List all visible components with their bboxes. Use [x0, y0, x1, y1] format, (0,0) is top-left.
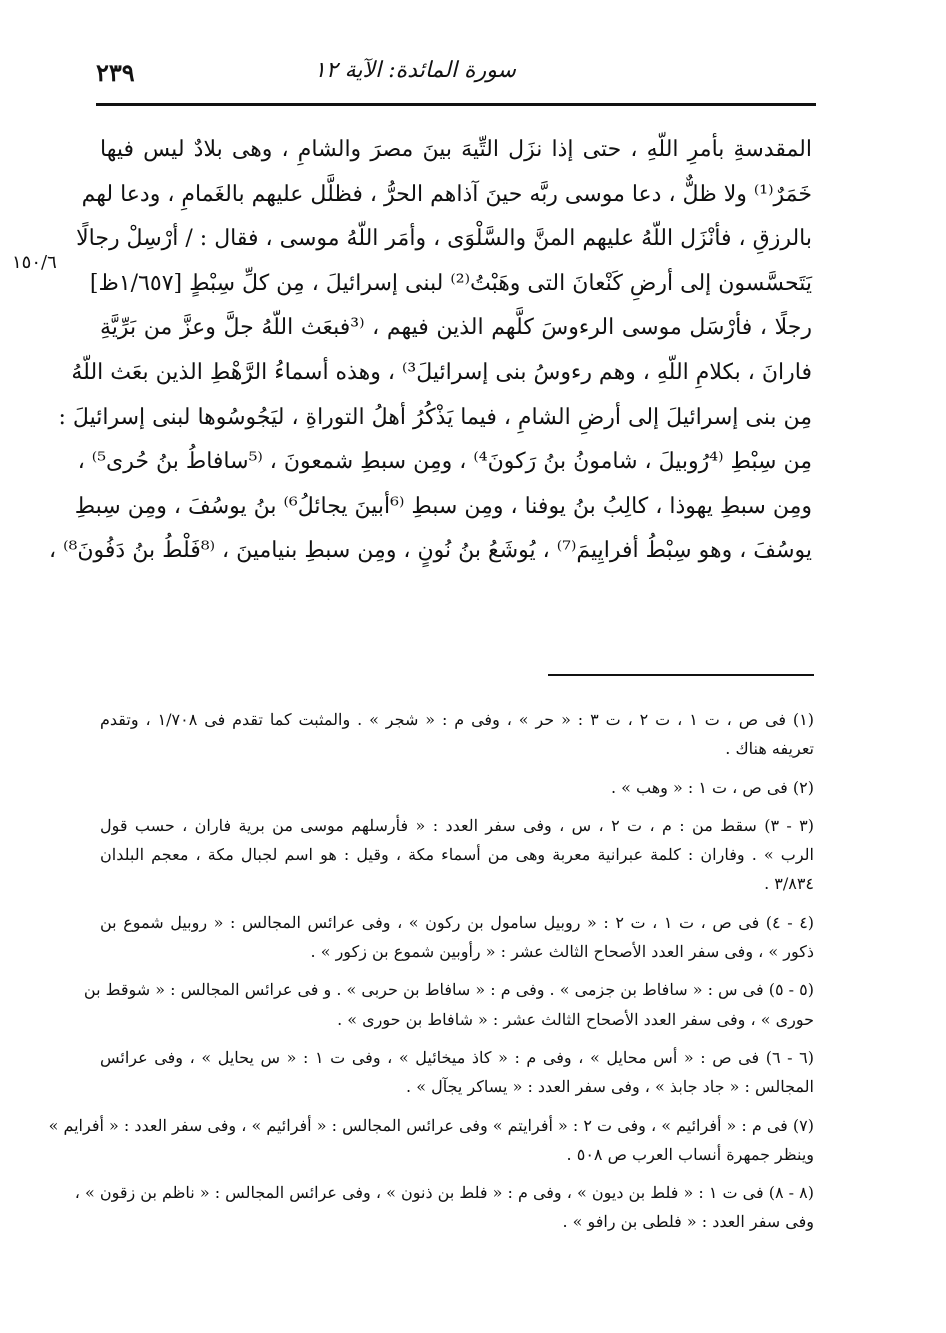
footnote — [48, 1111, 814, 1170]
footnote-line: ذكور » ، وفى سفر العدد الأصحاح الثالث عشر : « رأوبين شموع بن زكور » . — [310, 942, 814, 962]
page-header — [96, 52, 816, 100]
text-line: المقدسةِ بأمرِ اللّهِ ، حتى إذا نزَل التِّيهَ بينَ مصرَ والشامِ ، وهى بلادٌ ليس فيها — [100, 137, 812, 162]
footnote-line: (٤ - ٤) فى ص ، ت ١ ، ت ٢ : « روبيل سامول بن ركون » ، وفى عرائس المجالس : « روبيل شموع بن — [100, 912, 815, 932]
main-text — [49, 128, 812, 574]
text-line: يوسُفَ ، وهو سِبْطُ أفرايِيمَ⁽⁷⁾ ، يُوشَعُ بنُ نُونٍ ، ومِن سبطِ بنيامينَ ، ⁽⁸فَلْطُ بنُ دَفُونَ⁸⁾ ، — [49, 538, 812, 564]
footnote — [100, 773, 814, 802]
footnote-line: ٣/٨٣٤ . — [764, 874, 814, 894]
footnote-line: (٧) فى م : « أفرائيم » ، وفى ت ٢ : « أفرايتم » وفى عرائس المجالس : « أفرائيم » ، وفى سفر العدد : « أفرايم » — [48, 1115, 814, 1135]
footnote-line: الرب » . وفاران : كلمة عبرانية معربة وهى من أسماء مكة ، وقيل : هو اسم لجبال مكة ، معجم البلدان — [100, 845, 814, 865]
footnote — [100, 1043, 814, 1102]
footnote-line: وفى سفر العدد : « فلطى بن رافو » . — [562, 1212, 814, 1232]
footnote — [100, 811, 814, 899]
footnote-line: (٨ - ٨) فى ت ١ : « فلط بن ديون » ، وفى م : « فلط بن ذنون » ، وفى عرائس المجالس : « ناظم بن زقون » ، — [74, 1183, 814, 1203]
text-line: رجلًا ، فأرْسَل موسى الرءوسَ كلَّهم الذين فيهم ، ⁽³فبعَث اللّهُ جلَّ وعزَّ من بَرِّيَّةِ — [100, 315, 812, 341]
footnote-line: وينظر جمهرة أنساب العرب ص ٥٠٨ . — [566, 1144, 814, 1164]
text-line: فارانَ ، بكلامِ اللّهِ ، وهم رءوسُ بنى إسرائيلَ³⁾ ، وهذه أسماءُ الرَّهْطِ الذين بعَث اللّهُ — [71, 359, 812, 385]
margin-reference: ١٥٠/٦ — [12, 252, 57, 273]
text-line: ومِن سبطِ يهوذا ، كالِبُ بنُ يوفنا ، ومِن سبطِ ⁽⁶أبينَ يجائلُ⁶⁾ بنُ يوسُفَ ، ومِن سِبطِ — [74, 493, 812, 519]
header-rule — [96, 103, 816, 106]
footnote-line: تعريفه هناك . — [725, 739, 814, 759]
footnote-line: المجالس : « جاد جابذ » ، وفى سفر العدد : « يساكر يجآل » . — [406, 1077, 814, 1097]
footnote-line: (٦ - ٦) فى ص : « أس محايل » ، وفى م : « كاذ ميخائيل » ، وفى ت ١ : « س يحايل » ، وفى عرائس — [100, 1047, 815, 1067]
footnotes — [48, 705, 815, 1237]
footnote-line: (٢) فى ص ، ت ١ : « وهب » . — [610, 777, 814, 797]
text-line: خَمَرٌ⁽¹⁾ ولا ظلٌّ ، دعا موسى ربَّه حينَ آذاهم الحرُّ ، فظلَّل عليهم بالغَمامِ ، ودعا لهم — [81, 181, 812, 207]
footnote-line: (١) فى ص ، ت ١ ، ت ٢ ، ت ٣ : « حر » ، وفى م : « شجر » . والمثبت كما تقدم فى ١/٧٠٨ ، وتقدم — [100, 710, 814, 729]
text-line: مِن سِبْطِ ⁽⁴رُوبيلَ ، شامونُ بنُ رَكونَ⁴⁾ ، ومِن سبطِ شمعونَ ، ⁽⁵سافاطُ بنُ حُرى⁵⁾ ، — [77, 449, 812, 475]
footnote-line: (٥ - ٥) فى س : « سافاط بن جزمى » . وفى م : « سافاط بن حربى » . و فى عرائس المجالس : « شوقط بن — [83, 980, 814, 1000]
footnote — [74, 1178, 814, 1237]
footnote-separator — [548, 674, 814, 676]
running-title: سورة المائدة: الآية ١٢ — [314, 58, 516, 83]
footnote — [83, 975, 814, 1034]
footnote — [100, 908, 814, 967]
footnote-line: (٣ - ٣) سقط من : م ، ت ٢ ، س ، وفى سفر العدد : « فأرسلهم موسى من برية فاران ، حسب قول — [100, 815, 815, 835]
page-number: ٢٣٩ — [96, 58, 135, 87]
footnote-line: حورى » ، وفى سفر العدد الأصحاح الثالث عشر : « شافاط بن حورى » . — [337, 1009, 814, 1029]
text-line: يَتَحسَّسون إلى أرضِ كَنْعانَ التى وهَبْتُ⁽²⁾ لبنى إسرائيلَ ، مِن كلِّ سِبْطٍ [١/٦٥٧ظ] — [89, 270, 812, 296]
text-line: مِن بنى إسرائيلَ إلى أرضِ الشامِ ، فيما يَذْكُرُ أهلُ التوراةِ ، ليَجُوسُوها لبنى إسرائيلَ : — [58, 404, 812, 430]
footnote — [100, 705, 814, 764]
text-line: بالرزقِ ، فأنْزَل اللّهُ عليهم المنَّ والسَّلْوَى ، وأمَر اللّهُ موسى ، فقال : / أرْسِلْ رجالًا — [76, 226, 812, 252]
